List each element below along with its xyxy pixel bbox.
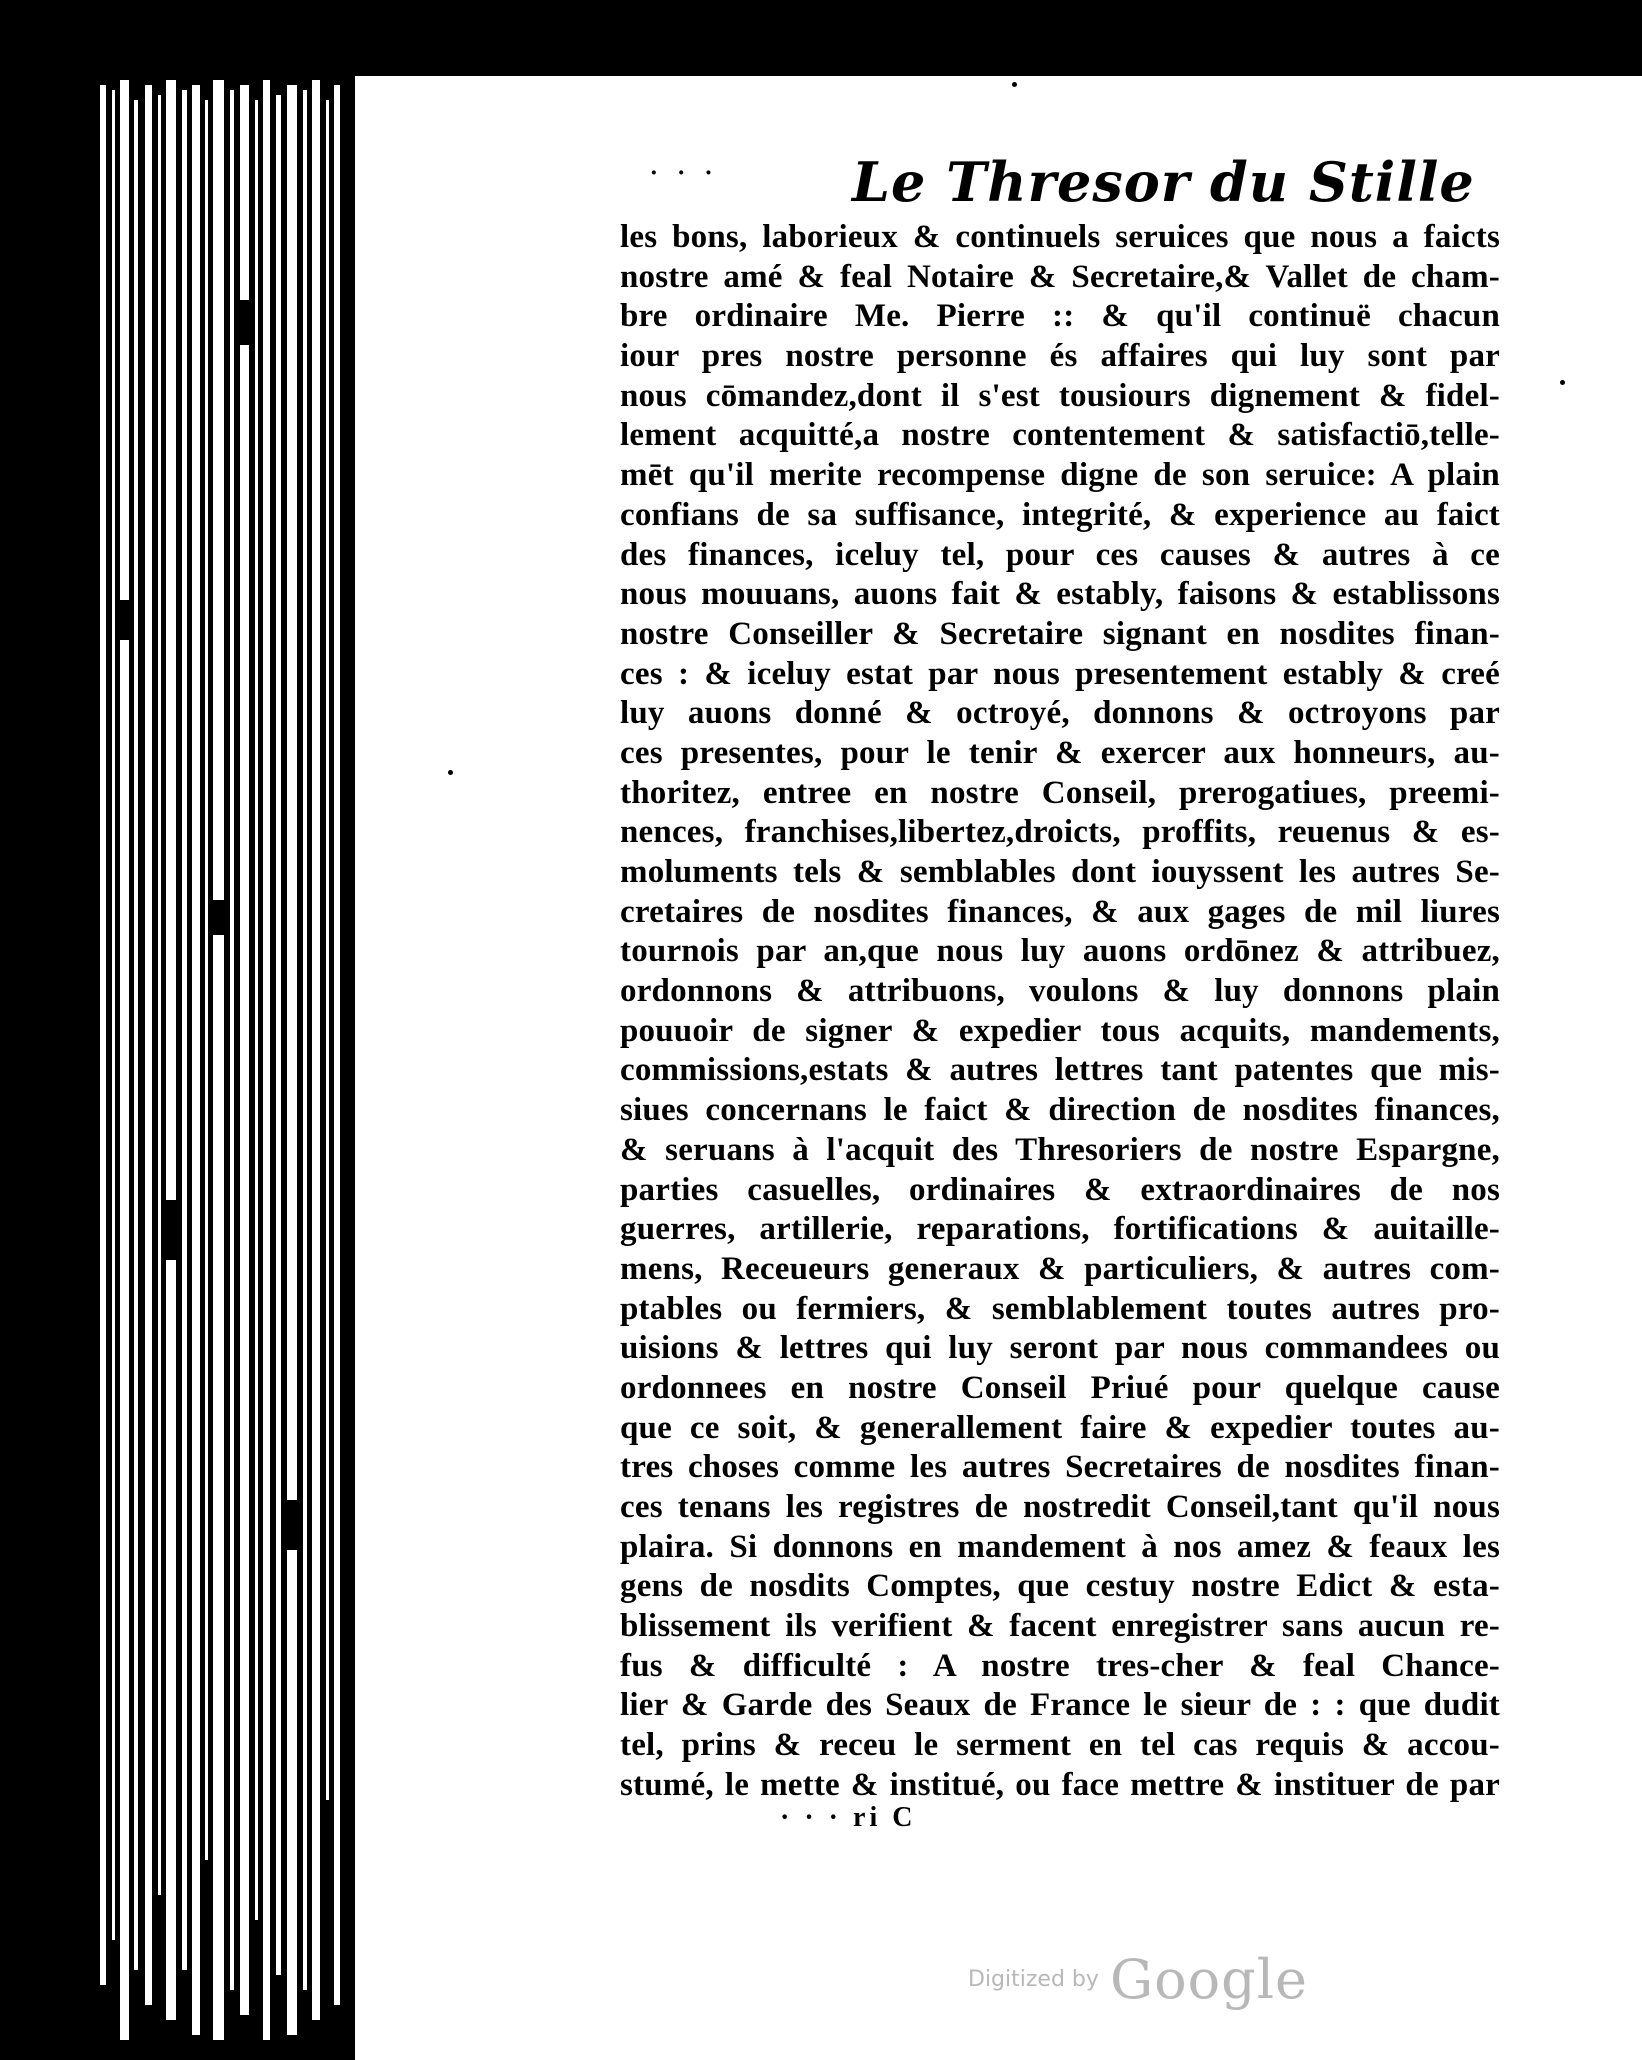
text-line: uisions & lettres qui luy seront par nous commandees ou xyxy=(620,1330,1500,1367)
text-line: guerres, artillerie, reparations, fortifications & auitaille- xyxy=(620,1211,1500,1248)
text-line: ces : & iceluy estat par nous presentement estably & creé xyxy=(620,655,1500,692)
text-line: tournois par an,que nous luy auons ordōnez & attribuez, xyxy=(620,933,1500,970)
text-line: parties casuelles, ordinaires & extraordinaires de nos xyxy=(620,1171,1500,1208)
text-line: ptables ou fermiers, & semblablement toutes autres pro- xyxy=(620,1290,1500,1327)
text-line: nostre amé & feal Notaire & Secretaire,& Vallet de cham- xyxy=(620,258,1500,295)
running-head: Le Thresor du Stille xyxy=(852,150,1475,214)
ink-speck xyxy=(448,770,453,775)
text-line: des finances, iceluy tel, pour ces causes & autres à ce xyxy=(620,536,1500,573)
text-line: gens de nosdits Comptes, que cestuy nostre Edict & esta- xyxy=(620,1568,1500,1605)
text-line: nous cōmandez,dont il s'est tousiours dignement & fidel- xyxy=(620,377,1500,414)
text-line: bre ordinaire Me. Pierre :: & qu'il continuë chacun xyxy=(620,298,1500,335)
text-line: luy auons donné & octroyé, donnons & octroyons par xyxy=(620,695,1500,732)
page-foot-marks: · · · ri C xyxy=(780,1802,917,1833)
text-line: plaira. Si donnons en mandement à nos amez & feaux les xyxy=(620,1528,1500,1565)
text-line: tres choses comme les autres Secretaires de nosdites finan- xyxy=(620,1449,1500,1486)
text-line: ces presentes, pour le tenir & exercer aux honneurs, au- xyxy=(620,734,1500,771)
text-line: mens, Receueurs generaux & particuliers, & autres com- xyxy=(620,1250,1500,1287)
text-line: nous mouuans, auons fait & estably, faisons & establissons xyxy=(620,576,1500,613)
text-line: les bons, laborieux & continuels seruices que nous a faicts xyxy=(620,219,1500,255)
book-spine-shadow xyxy=(0,0,355,2060)
text-line: lement acquitté,a nostre contentement & satisfactiō,telle- xyxy=(620,417,1500,454)
ink-speck xyxy=(1560,380,1565,385)
text-line: lier & Garde des Seaux de France le sieur de : : que dudit xyxy=(620,1687,1500,1724)
scan-top-border-lower xyxy=(355,60,1642,76)
text-line: ordonnons & attribuons, voulons & luy donnons plain xyxy=(620,973,1500,1010)
text-line: blissement ils verifient & facent enregistrer sans aucun re- xyxy=(620,1608,1500,1645)
text-line: commissions,estats & autres lettres tant patentes que mis- xyxy=(620,1052,1500,1089)
text-line: confians de sa suffisance, integrité, & experience au faict xyxy=(620,496,1500,533)
text-line: cretaires de nosdites finances, & aux gages de mil liures xyxy=(620,893,1500,930)
watermark-prefix: Digitized by xyxy=(968,1967,1099,1992)
spine-streaks xyxy=(0,0,355,2060)
text-line: siues concernans le faict & direction de nosdites finances, xyxy=(620,1092,1500,1129)
text-line: thoritez, entree en nostre Conseil, prerogatiues, preemi- xyxy=(620,774,1500,811)
text-line: moluments tels & semblables dont iouyssent les autres Se- xyxy=(620,854,1500,890)
text-line: nostre Conseiller & Secretaire signant en nosdites finan- xyxy=(620,615,1500,652)
text-line-catchline: stumé, le mette & institué, ou face mettre & instituer de par xyxy=(620,1766,1500,1803)
text-line: que ce soit, & generallement faire & expedier toutes au- xyxy=(620,1409,1500,1446)
text-line: mēt qu'il merite recompense digne de son seruice: A plain xyxy=(620,457,1500,494)
text-line: nences, franchises,libertez,droicts, proffits, reuenus & es- xyxy=(620,814,1500,851)
text-line: tel, prins & receu le serment en tel cas requis & accou- xyxy=(620,1727,1500,1764)
google-logo-text: Google xyxy=(1110,1948,1308,2011)
text-line: iour pres nostre personne és affaires qui luy sont par xyxy=(620,338,1500,375)
text-line: & seruans à l'acquit des Thresoriers de nostre Espargne, xyxy=(620,1131,1500,1168)
running-head-marks: · · · xyxy=(650,160,719,186)
page-body-text xyxy=(620,218,1500,1806)
digitized-by-google-watermark xyxy=(968,1948,1308,2011)
text-line: fus & difficulté : A nostre tres-cher & feal Chance- xyxy=(620,1647,1500,1684)
text-line: pouuoir de signer & expedier tous acquits, mandements, xyxy=(620,1012,1500,1049)
text-line: ces tenans les registres de nostredit Conseil,tant qu'il nous xyxy=(620,1489,1500,1525)
text-line: ordonnees en nostre Conseil Priué pour quelque cause xyxy=(620,1369,1500,1406)
ink-speck xyxy=(1012,82,1017,87)
